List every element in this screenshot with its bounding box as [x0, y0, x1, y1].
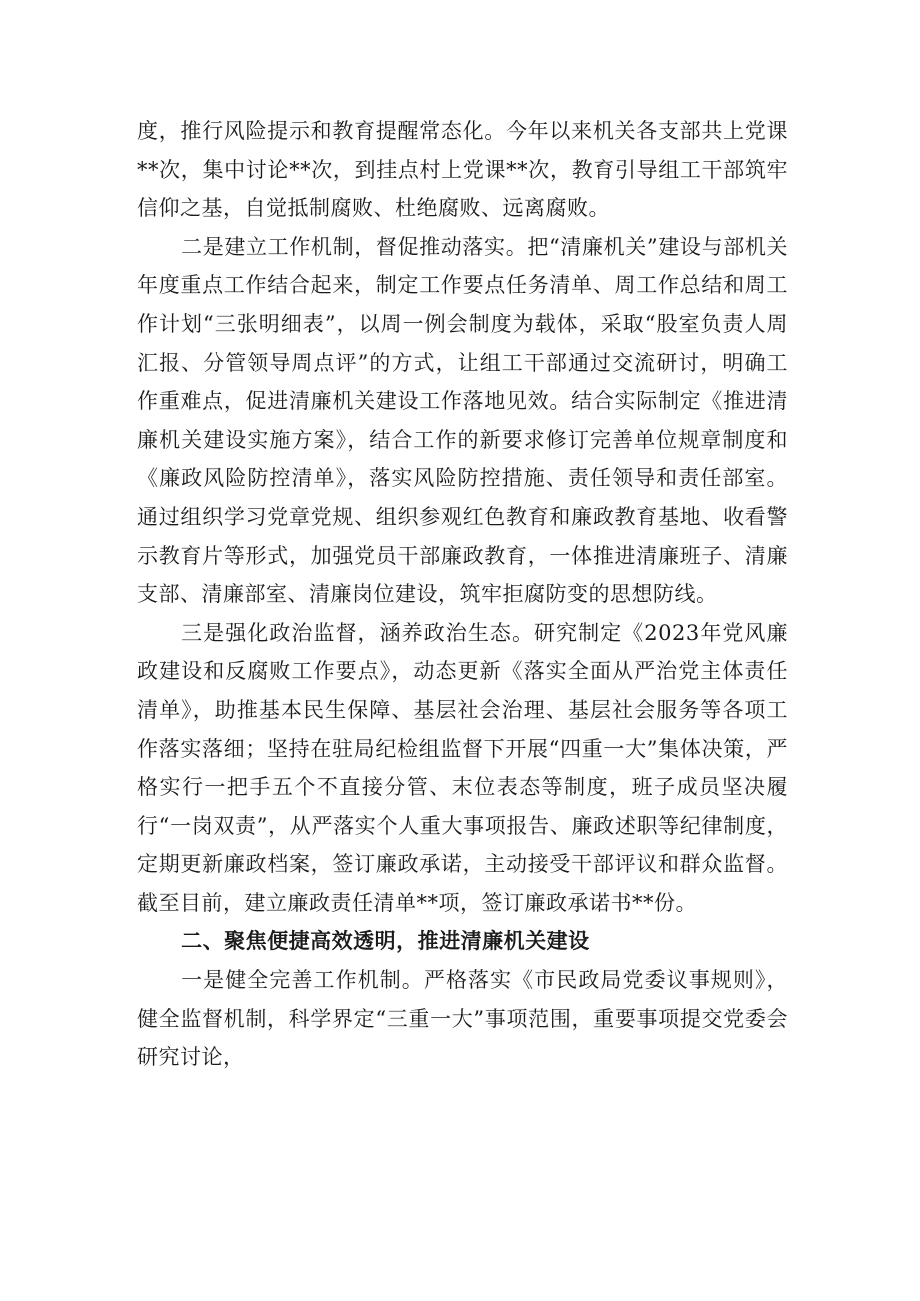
paragraph-political-supervision: 三是强化政治监督，涵养政治生态。研究制定《2023年党风廉政建设和反腐败工作要点》，动态更新《落实全面从严治党主体责任清单》，助推基本民生保障、基层社会治理、基层社会服务等各项工作落实落细；坚持在驻局纪检组监督下开展“四重一大”集体决策，严格实行一把手五个不直接分管、末位表态等制度，班子成员坚决履行“一岗双责”，从严落实个人重大事项报告、廉政述职等纪律制度，定期更新廉政档案，签订廉政承诺，主动接受干部评议和群众监督。截至目前，建立廉政责任清单**项，签订廉政承诺书**份。: [137, 620, 788, 915]
document-page: [137, 112, 788, 1077]
paragraph-continuation: 度，推行风险提示和教育提醒常态化。今年以来机关各支部共上党课**次，集中讨论**次，到挂点村上党课**次，教育引导组工干部筑牢信仰之基，自觉抵制腐败、杜绝腐败、远离腐败。: [137, 119, 788, 221]
section-heading: 二、聚焦便捷高效透明，推进清廉机关建设: [181, 929, 590, 954]
paragraph-work-mechanism: 二是建立工作机制，督促推动落实。把“清廉机关”建设与部机关年度重点工作结合起来，制定工作要点任务清单、周工作总结和周工作计划“三张明细表”，以周一例会制度为载体，采取“股室负责人周汇报、分管领导周点评”的方式，让组工干部通过交流研讨，明确工作重难点，促进清廉机关建设工作落地见效。结合实际制定《推进清廉机关建设实施方案》，结合工作的新要求修订完善单位规章制度和《廉政风险防控清单》，落实风险防控措施、责任领导和责任部室。通过组织学习党章党规、组织参观红色教育和廉政教育基地、收看警示教育片等形式，加强党员干部廉政教育，一体推进清廉班子、清廉支部、清廉部室、清廉岗位建设，筑牢拒腐防变的思想防线。: [137, 234, 788, 607]
paragraph-improve-mechanism: 一是健全完善工作机制。严格落实《市民政局党委议事规则》，健全监督机制，科学界定“三重一大”事项范围，重要事项提交党委会研究讨论，: [137, 968, 788, 1070]
